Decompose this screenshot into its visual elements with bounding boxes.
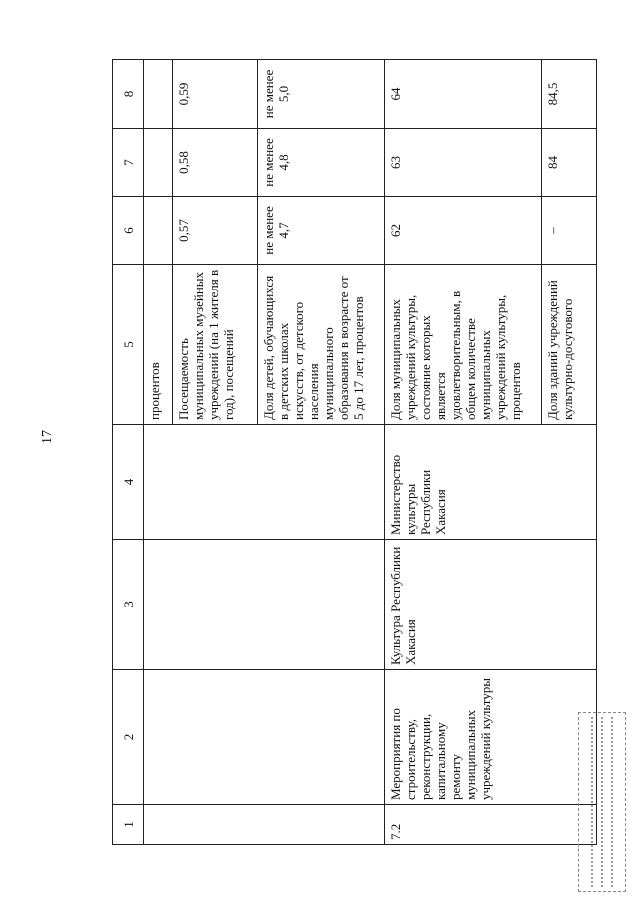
value-cell: 84 (542, 129, 597, 197)
page-number: 17 (40, 430, 55, 444)
header-cell: 4 (113, 425, 144, 540)
executor-cell: Министерство культуры Республики Хакасия (385, 425, 597, 540)
header-cell: 2 (113, 670, 144, 805)
stamp-line (591, 717, 593, 887)
stamp-line (601, 717, 603, 887)
value-cell: не менее 4,8 (258, 129, 385, 197)
indicator-cell: Посещаемость муниципальных музейных учреждений (на 1 жителя в год), посещений (173, 265, 258, 425)
indicator-cell: Доля детей, обучающихся в детских школах искусств, от детского населения муниципального образования в возрасте от 5 до 17 лет, процентов (258, 265, 385, 425)
value-cell: не менее 4,7 (258, 197, 385, 265)
program-cell (144, 540, 385, 670)
indicator-cell: процентов (144, 265, 173, 425)
header-cell: 8 (113, 60, 144, 129)
program-cell: Культура Республики Хакасия (385, 540, 597, 670)
document-stamp (578, 712, 626, 892)
row-number-cell (144, 805, 385, 845)
value-cell: 0,58 (173, 129, 258, 197)
row-number-cell: 7.2 (385, 805, 597, 845)
executor-cell (144, 425, 385, 540)
indicator-cell: Доля зданий учреждений культурно-досугового (542, 265, 597, 425)
value-cell: 0,57 (173, 197, 258, 265)
header-row (113, 60, 144, 845)
indicators-table (112, 59, 597, 845)
stamp-line (611, 717, 613, 887)
header-cell: 3 (113, 540, 144, 670)
table-row (144, 60, 173, 845)
event-cell: Мероприятия по строительству, реконструкции, капитальному ремонту муниципальных учреждений культуры (385, 670, 597, 805)
value-cell: – (542, 197, 597, 265)
value-cell (144, 60, 173, 129)
value-cell: 0,59 (173, 60, 258, 129)
table-row (385, 60, 542, 845)
event-cell (144, 670, 385, 805)
header-cell: 7 (113, 129, 144, 197)
header-cell: 5 (113, 265, 144, 425)
rotated-table-wrapper (112, 60, 612, 845)
value-cell (144, 197, 173, 265)
value-cell: 62 (385, 197, 542, 265)
indicator-cell: Доля муниципальных учреждений культуры, состояние которых является удовлетворительным, в общем количестве муниципальных учреждений культуры, процентов (385, 265, 542, 425)
value-cell: 84,5 (542, 60, 597, 129)
value-cell: 63 (385, 129, 542, 197)
header-cell: 6 (113, 197, 144, 265)
value-cell (144, 129, 173, 197)
header-cell: 1 (113, 805, 144, 845)
value-cell: 64 (385, 60, 542, 129)
value-cell: не менее 5,0 (258, 60, 385, 129)
